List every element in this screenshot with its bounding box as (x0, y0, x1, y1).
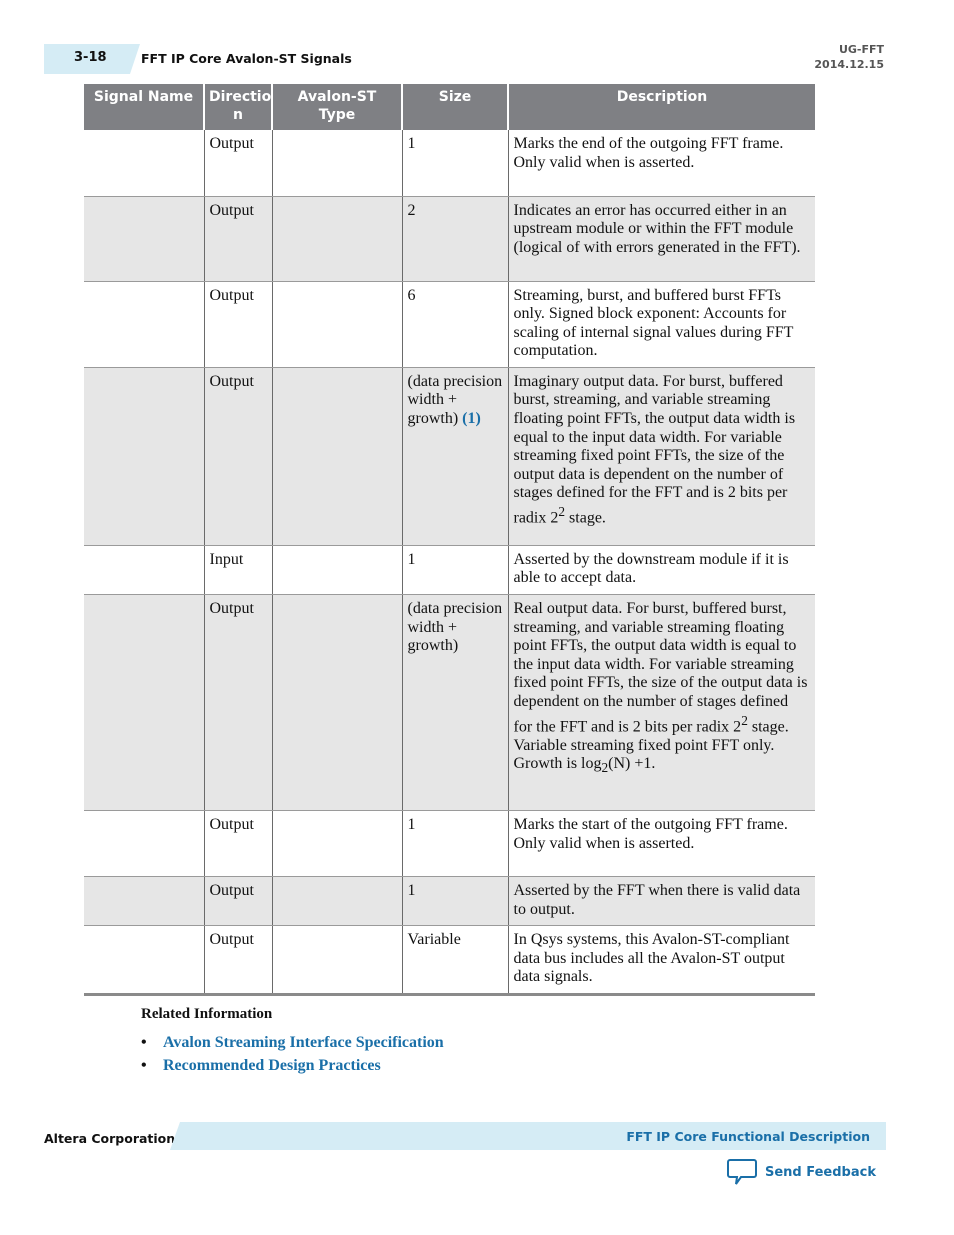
speech-bubble-icon (727, 1158, 757, 1186)
list-item (141, 1057, 444, 1080)
cell-description: Marks the start of the outgoing FFT frame. Only valid when is asserted. (508, 811, 815, 877)
doc-info (814, 42, 884, 72)
col-size: Size (402, 84, 508, 130)
avalon-spec-link[interactable]: Avalon Streaming Interface Specification (163, 1034, 444, 1051)
description-text: Imaginary output data. For burst, buffered burst, streaming, and variable streaming floating point FFTs, the output data width is equal to the input data width. For variable streaming fixed point FFTs, the size of the output data is dependent on the number of stages defined for the FFT and is 2 bits per radix 2 (513, 372, 796, 527)
table-row (84, 281, 815, 367)
table-row (84, 926, 815, 995)
cell-description: In Qsys systems, this Avalon-ST-compliant data bus includes all the Avalon-ST output data signals. (508, 926, 815, 995)
size-text: (data precision width + growth) (407, 372, 503, 428)
table-row (84, 877, 815, 926)
cell-signal (84, 130, 204, 196)
list-item (141, 1034, 444, 1057)
description-tail: stage. (565, 509, 606, 527)
cell-type (272, 281, 402, 367)
send-feedback-label: Send Feedback (765, 1164, 876, 1180)
cell-size: 1 (402, 811, 508, 877)
cell-direction: Output (204, 281, 272, 367)
signals-table (84, 84, 815, 996)
description-superscript: 2 (558, 504, 566, 520)
table-row (84, 545, 815, 594)
cell-signal (84, 877, 204, 926)
cell-description: Asserted by the FFT when there is valid data to output. (508, 877, 815, 926)
description-subscript: 2 (601, 760, 609, 776)
cell-direction: Input (204, 545, 272, 594)
col-direction: Directio n (204, 84, 272, 130)
section-title: FFT IP Core Avalon-ST Signals (141, 51, 352, 66)
col-avalon-type: Avalon-ST Type (272, 84, 402, 130)
related-info-heading: Related Information (141, 1006, 273, 1022)
chapter-link[interactable]: FFT IP Core Functional Description (626, 1129, 870, 1144)
cell-size: 1 (402, 877, 508, 926)
cell-type (272, 926, 402, 995)
cell-direction: Output (204, 811, 272, 877)
cell-type (272, 877, 402, 926)
table-row (84, 196, 815, 281)
cell-direction: Output (204, 926, 272, 995)
cell-signal (84, 595, 204, 811)
cell-type (272, 545, 402, 594)
related-links-list (141, 1034, 444, 1080)
col-signal-name: Signal Name (84, 84, 204, 130)
send-feedback-button[interactable] (727, 1158, 876, 1186)
cell-direction: Output (204, 595, 272, 811)
cell-size: 6 (402, 281, 508, 367)
cell-signal (84, 281, 204, 367)
doc-id: UG-FFT (838, 43, 884, 56)
doc-date: 2014.12.15 (814, 58, 884, 71)
cell-size: (data precision width + growth) (402, 595, 508, 811)
cell-description: Asserted by the downstream module if it is able to accept data. (508, 545, 815, 594)
cell-signal (84, 545, 204, 594)
cell-size (402, 367, 508, 545)
cell-direction: Output (204, 196, 272, 281)
cell-size: Variable (402, 926, 508, 995)
table-row (84, 595, 815, 811)
cell-size: 1 (402, 130, 508, 196)
table-header-row (84, 84, 815, 130)
cell-type (272, 811, 402, 877)
design-practices-link[interactable]: Recommended Design Practices (163, 1057, 381, 1074)
cell-signal (84, 367, 204, 545)
cell-description: Marks the end of the outgoing FFT frame. Only valid when is asserted. (508, 130, 815, 196)
table-row (84, 811, 815, 877)
footnote-ref-link[interactable]: (1) (462, 410, 481, 428)
table-row (84, 367, 815, 545)
col-description: Description (508, 84, 815, 130)
cell-description: Indicates an error has occurred either in an upstream module or within the FFT module (logical of with errors generated in the FFT). (508, 196, 815, 281)
page-number: 3-18 (74, 50, 107, 65)
cell-signal (84, 196, 204, 281)
cell-type (272, 130, 402, 196)
table-row (84, 130, 815, 196)
cell-direction: Output (204, 130, 272, 196)
cell-signal (84, 811, 204, 877)
cell-type (272, 196, 402, 281)
cell-signal (84, 926, 204, 995)
company-name: Altera Corporation (44, 1131, 176, 1146)
description-tail: (N) +1. (608, 755, 656, 773)
cell-direction: Output (204, 367, 272, 545)
cell-description (508, 367, 815, 545)
cell-size: 2 (402, 196, 508, 281)
description-mid: stage. Variable streaming fixed point FFT only. Growth is log (513, 717, 789, 773)
description-text: Real output data. For burst, buffered burst, streaming, and variable streaming floating point FFTs, the output data width is equal to the input data width. For variable streaming fixed point FFTs, the size of the output data is dependent on the number of stages defined for the FFT and is 2 bits per radix 2 (513, 600, 808, 735)
cell-direction: Output (204, 877, 272, 926)
cell-description: Streaming, burst, and buffered burst FFTs only. Signed block exponent: Accounts for scaling of internal signal values during FFT computation. (508, 281, 815, 367)
cell-type (272, 595, 402, 811)
cell-description (508, 595, 815, 811)
cell-type (272, 367, 402, 545)
description-superscript: 2 (741, 712, 748, 728)
cell-size: 1 (402, 545, 508, 594)
